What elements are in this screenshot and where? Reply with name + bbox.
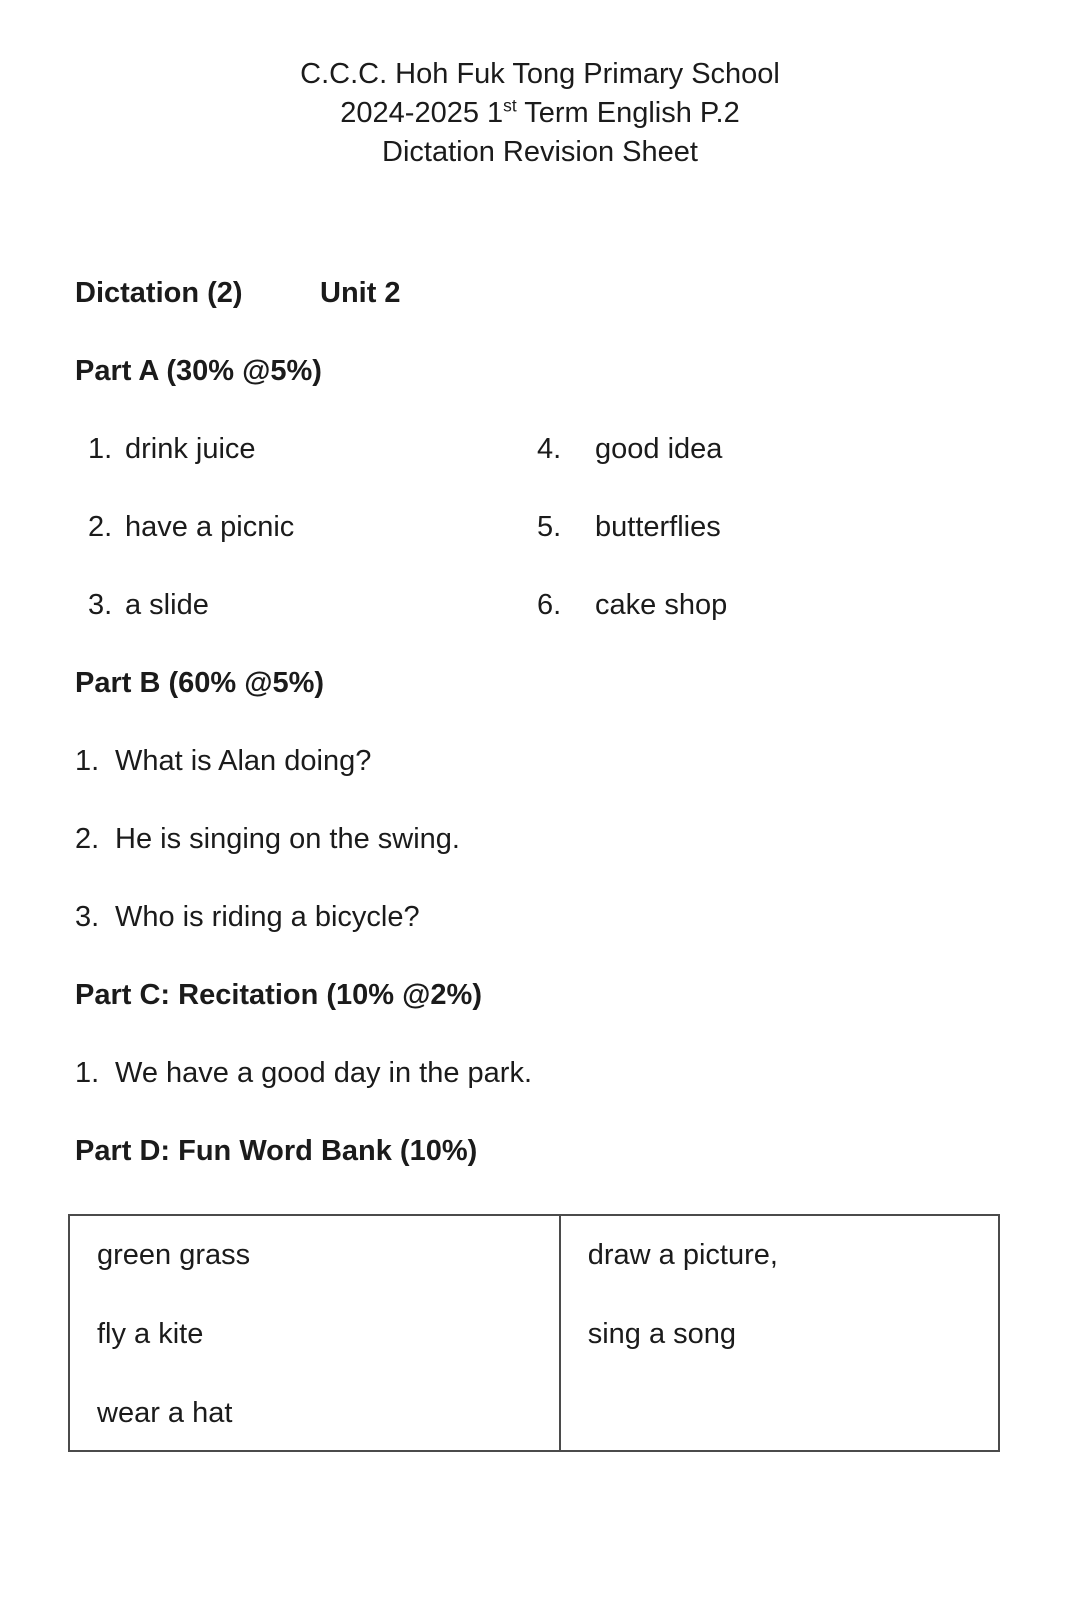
item-number: 4. xyxy=(537,433,562,465)
item-text: cake shop xyxy=(595,589,728,621)
table-row xyxy=(69,1215,999,1451)
item-text: butterflies xyxy=(595,511,721,543)
part-a-row-1 xyxy=(75,434,1005,464)
word-bank-entry: sing a song xyxy=(587,1318,737,1350)
part-a-row-3 xyxy=(75,590,1005,620)
part-c-item-1 xyxy=(75,1058,1005,1088)
part-b-item-3 xyxy=(75,902,1005,932)
word-bank-entry: wear a hat xyxy=(97,1397,233,1429)
word-bank-entry: fly a kite xyxy=(97,1318,204,1350)
document-header xyxy=(75,55,1005,172)
part-a-item-3 xyxy=(75,590,537,620)
fun-word-bank-table xyxy=(68,1214,1000,1452)
item-text: He is singing on the swing. xyxy=(115,823,460,855)
part-c-heading: Part C: Recitation (10% @2%) xyxy=(75,979,482,1011)
dictation-heading xyxy=(75,278,1005,308)
term-line-suffix: Term English P.2 xyxy=(516,97,740,129)
item-number: 2. xyxy=(88,511,113,543)
item-text: good idea xyxy=(595,433,723,465)
item-number: 1. xyxy=(75,745,100,777)
part-a-item-6 xyxy=(537,590,727,620)
item-text: What is Alan doing? xyxy=(115,745,372,777)
part-a-item-4 xyxy=(537,434,722,464)
term-line xyxy=(75,94,1005,133)
item-text: We have a good day in the park. xyxy=(115,1057,533,1089)
part-a-item-2 xyxy=(75,512,537,542)
part-b-item-2 xyxy=(75,824,1005,854)
item-number: 2. xyxy=(75,823,100,855)
item-text: Who is riding a bicycle? xyxy=(115,901,420,933)
part-a-item-1 xyxy=(75,434,537,464)
part-a-row-2 xyxy=(75,512,1005,542)
item-number: 3. xyxy=(75,901,100,933)
item-text: drink juice xyxy=(125,433,256,465)
item-number: 6. xyxy=(537,589,562,621)
word-bank-right-cell xyxy=(560,1215,999,1451)
item-text: have a picnic xyxy=(125,511,295,543)
word-bank-left-cell xyxy=(69,1215,560,1451)
school-name: C.C.C. Hoh Fuk Tong Primary School xyxy=(300,58,780,90)
part-b-heading: Part B (60% @5%) xyxy=(75,667,325,699)
item-text: a slide xyxy=(125,589,209,621)
sheet-title: Dictation Revision Sheet xyxy=(382,136,698,168)
item-number: 1. xyxy=(75,1057,100,1089)
part-a-heading: Part A (30% @5%) xyxy=(75,355,322,387)
item-number: 1. xyxy=(88,433,113,465)
part-a-item-5 xyxy=(537,512,721,542)
word-bank-entry: green grass xyxy=(97,1239,251,1271)
item-number: 3. xyxy=(88,589,113,621)
term-line-prefix: 2024-2025 1 xyxy=(340,97,504,129)
part-d-heading: Part D: Fun Word Bank (10%) xyxy=(75,1135,478,1167)
dictation-number: Dictation (2) xyxy=(75,277,243,309)
term-line-superscript: st xyxy=(503,95,517,116)
part-b-item-1 xyxy=(75,746,1005,776)
item-number: 5. xyxy=(537,511,562,543)
word-bank-entry: draw a picture, xyxy=(587,1239,778,1271)
unit-label: Unit 2 xyxy=(320,277,401,309)
